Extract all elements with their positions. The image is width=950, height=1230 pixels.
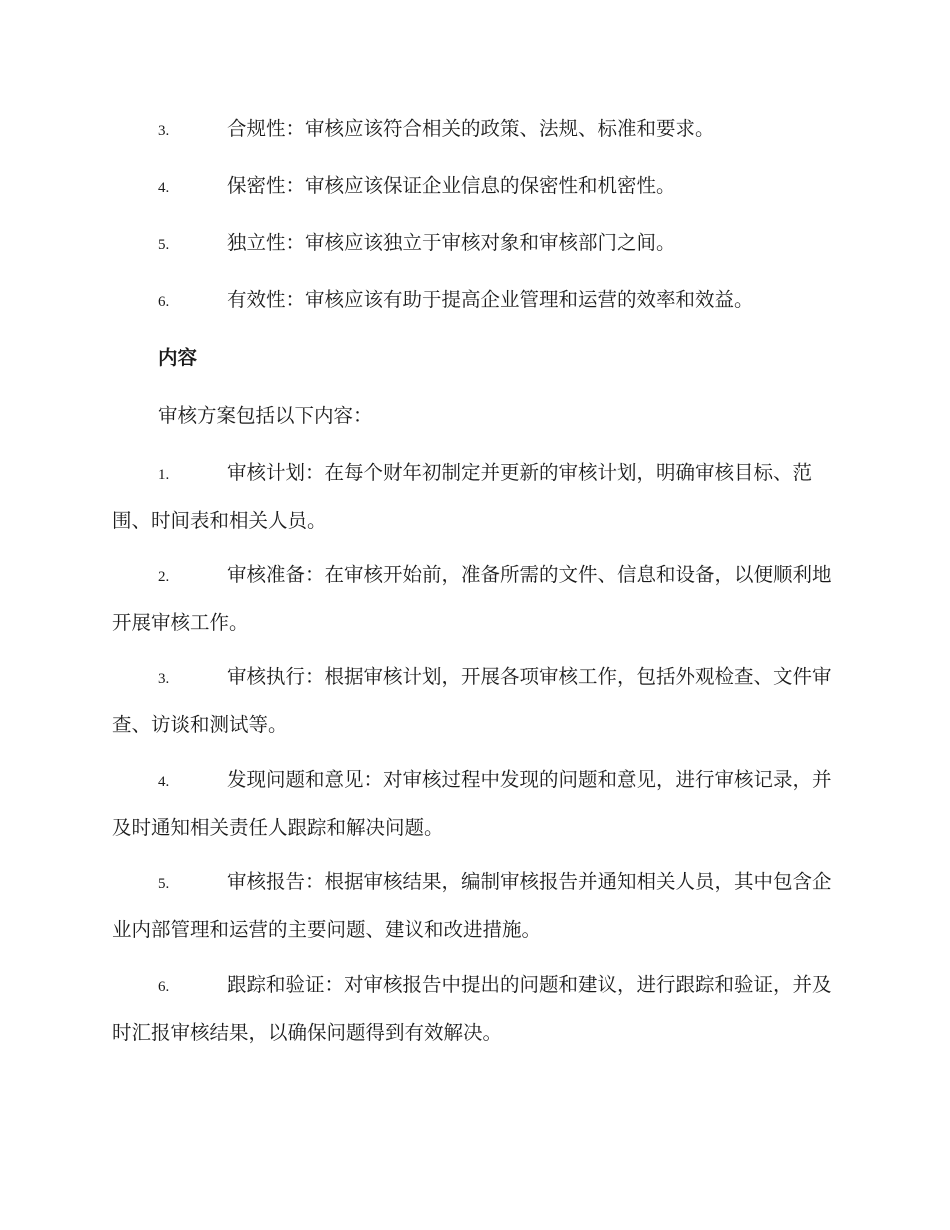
content-item-3 (112, 654, 834, 748)
list-number: 5. (158, 876, 170, 892)
principle-item-3 (112, 106, 834, 154)
list-number: 3. (158, 671, 170, 687)
list-text: 审核计划：在每个财年初制定并更新的审核计划，明确审核目标、范围、时间表和相关人员。 (112, 461, 813, 532)
content-item-5 (112, 859, 834, 953)
list-number: 5. (158, 237, 170, 253)
list-number: 4. (158, 774, 170, 790)
list-text: 审核执行：根据审核计划，开展各项审核工作，包括外观检查、文件审查、访谈和测试等。 (112, 665, 832, 736)
content-item-6 (112, 962, 834, 1056)
principle-item-5 (112, 220, 834, 268)
intro-paragraph: 审核方案包括以下内容： (158, 404, 373, 427)
content-item-2 (112, 552, 834, 646)
principle-item-4 (112, 163, 834, 211)
list-text: 有效性：审核应该有助于提高企业管理和运营的效率和效益。 (227, 288, 754, 311)
list-text: 保密性：审核应该保证企业信息的保密性和机密性。 (227, 174, 676, 197)
content-item-1 (112, 450, 834, 544)
list-number: 1. (158, 467, 170, 483)
list-text: 审核报告：根据审核结果，编制审核报告并通知相关人员，其中包含企业内部管理和运营的主要问题、建议和改进措施。 (112, 870, 832, 941)
list-number: 6. (158, 294, 170, 310)
list-text: 合规性：审核应该符合相关的政策、法规、标准和要求。 (227, 117, 715, 140)
list-text: 独立性：审核应该独立于审核对象和审核部门之间。 (227, 231, 676, 254)
principle-item-6 (112, 277, 834, 325)
list-text: 发现问题和意见：对审核过程中发现的问题和意见，进行审核记录，并及时通知相关责任人跟踪和解决问题。 (112, 768, 832, 839)
list-text: 跟踪和验证：对审核报告中提出的问题和建议，进行跟踪和验证，并及时汇报审核结果，以确保问题得到有效解决。 (112, 973, 832, 1044)
section-heading: 内容 (158, 346, 198, 369)
list-number: 6. (158, 979, 170, 995)
list-number: 2. (158, 569, 170, 585)
list-number: 4. (158, 180, 170, 196)
list-number: 3. (158, 123, 170, 139)
list-text: 审核准备：在审核开始前，准备所需的文件、信息和设备，以便顺利地开展审核工作。 (112, 563, 832, 634)
content-item-4 (112, 757, 834, 851)
